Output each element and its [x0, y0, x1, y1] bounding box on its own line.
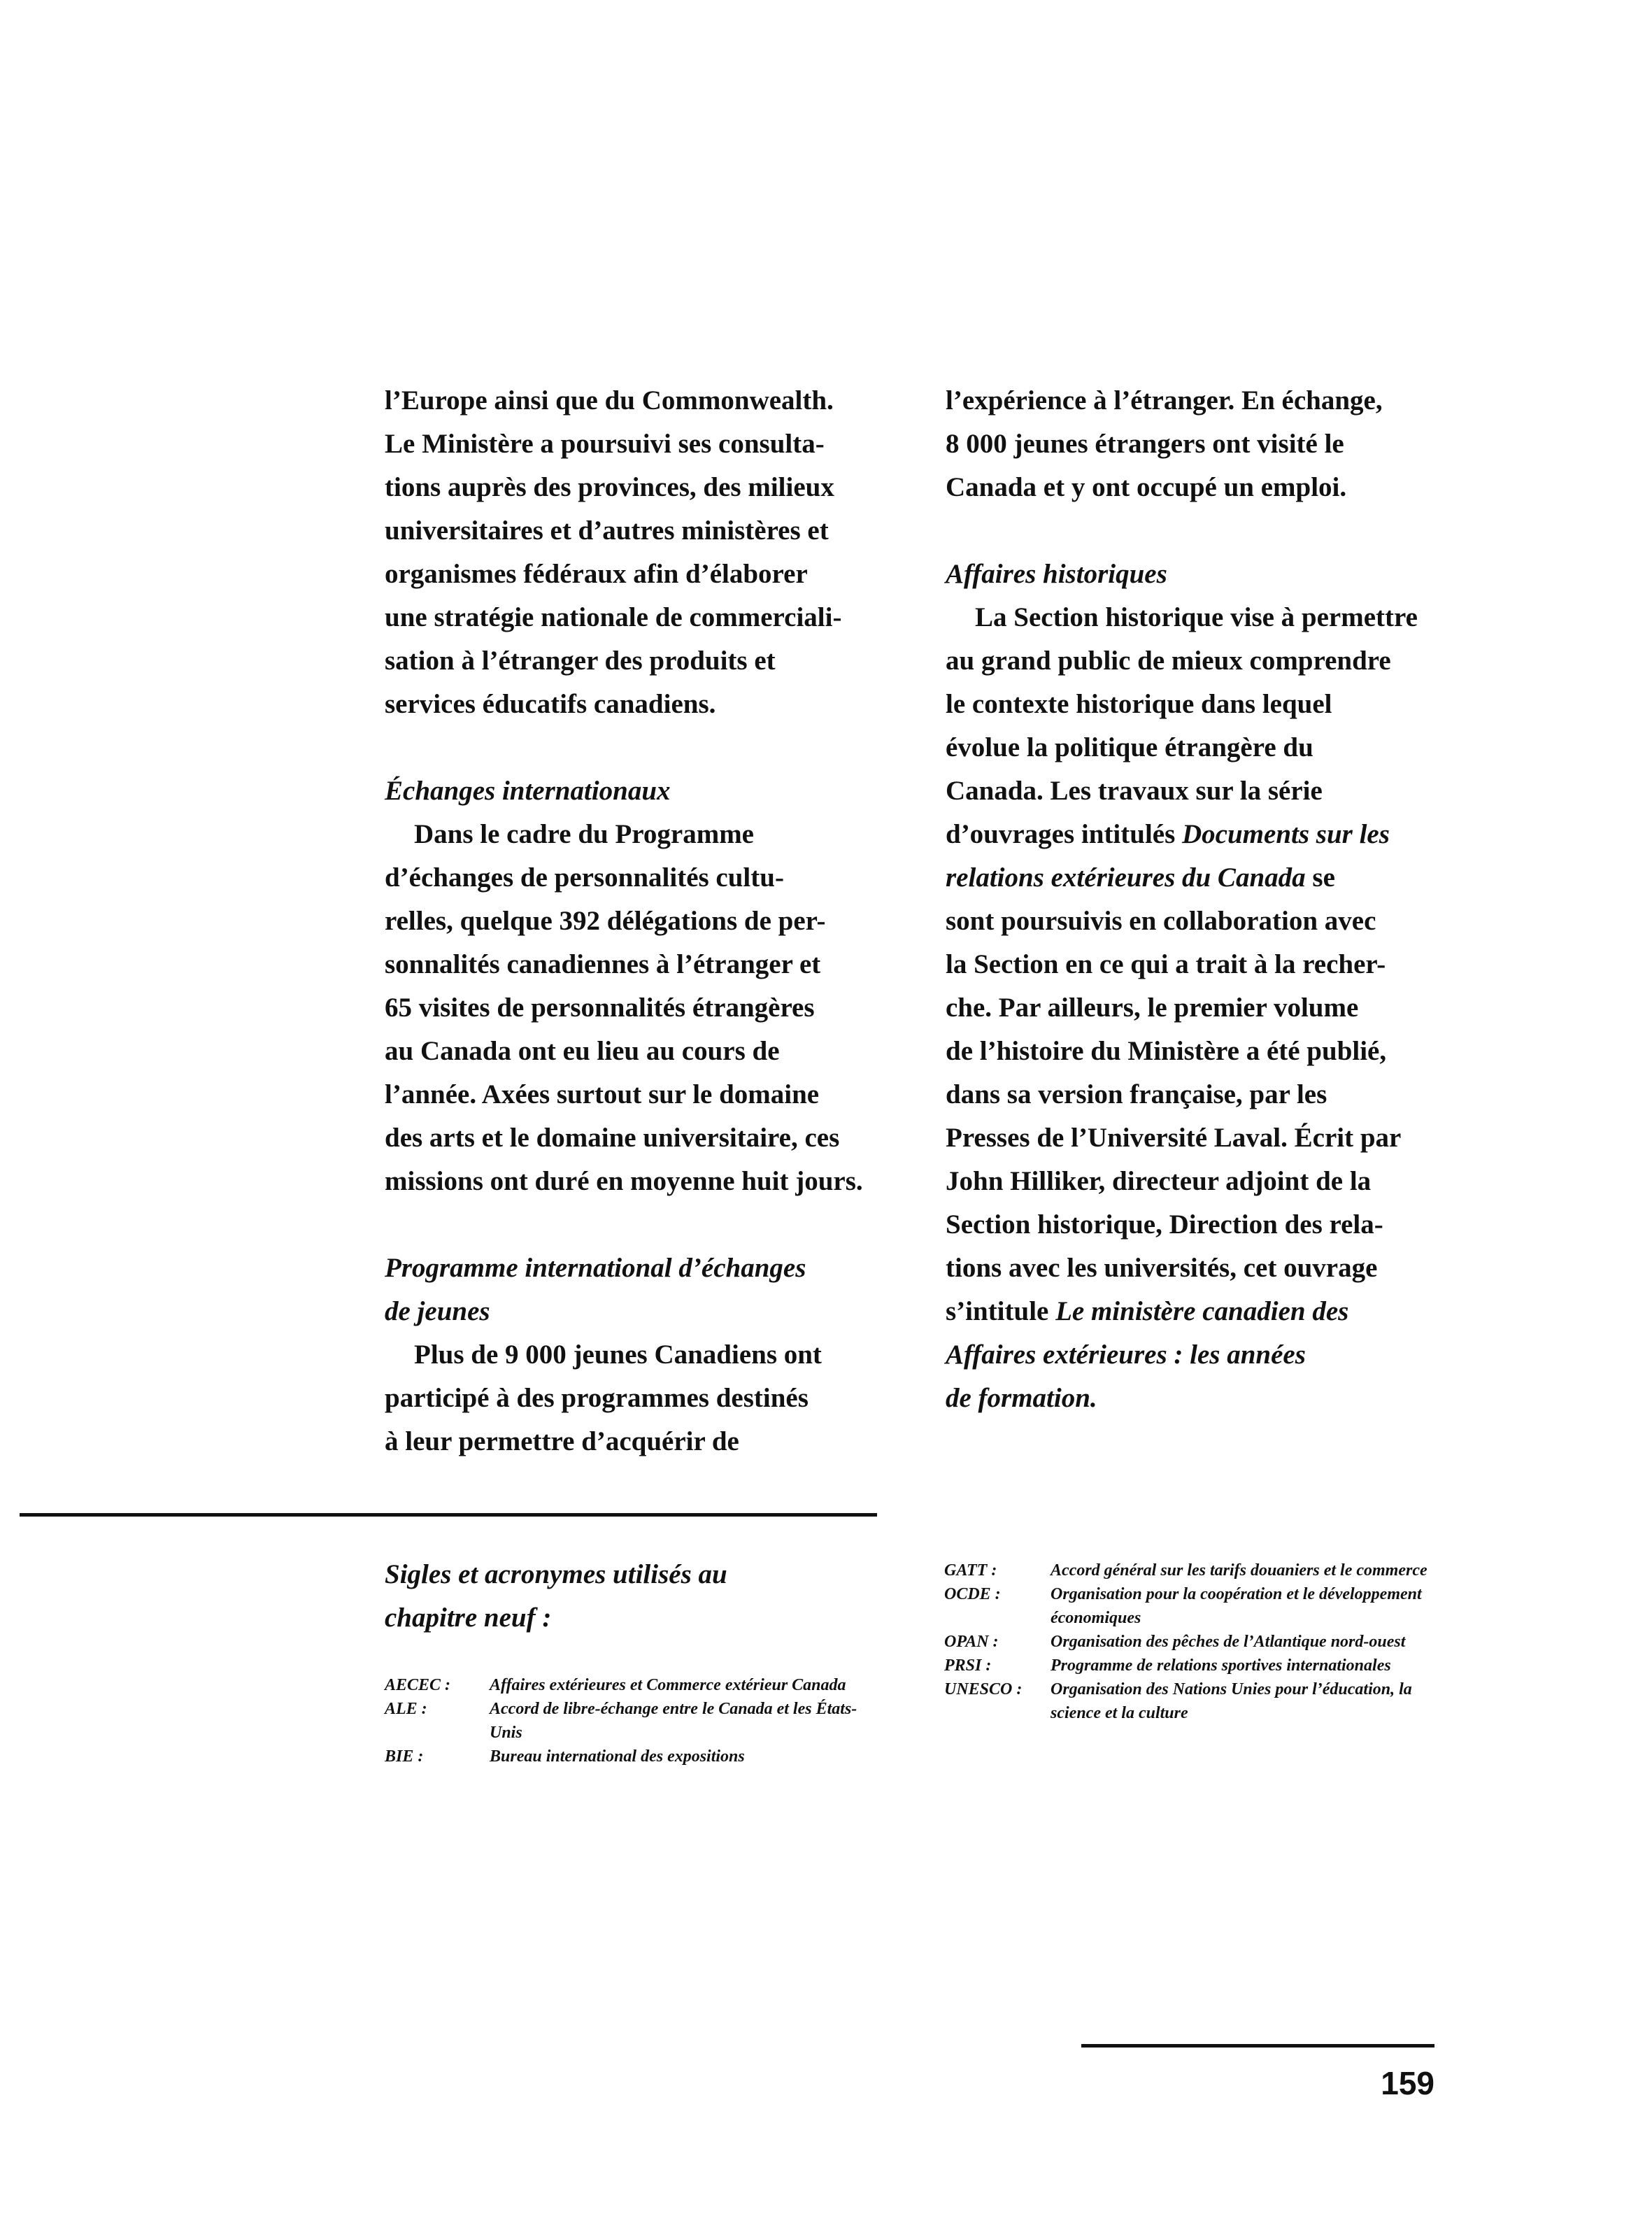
text-line: [946, 1290, 1477, 1333]
glossary-abbreviation: GATT :: [944, 1561, 997, 1580]
glossary-definition: Organisation pour la coopération et le développement économiques: [1051, 1585, 1422, 1627]
glossary-title-line: Sigles et acronymes utilisés au: [385, 1559, 727, 1589]
text-line: organismes fédéraux afin d’élaborer: [385, 559, 808, 589]
footnote-divider: [20, 1513, 877, 1517]
text-line: Dans le cadre du Programme: [414, 819, 754, 849]
text-line: Le Ministère a poursuivi ses consulta-: [385, 429, 825, 459]
heading-echanges-internationaux: Échanges internationaux: [385, 776, 671, 806]
glossary-title: [385, 1553, 888, 1640]
glossary-entry: [385, 1673, 874, 1697]
heading-affaires-historiques: Affaires historiques: [946, 559, 1167, 589]
paragraph-experience-etranger: [946, 379, 1477, 509]
glossary-definition: Programme de relations sportives internationales: [1051, 1656, 1391, 1675]
text-line: La Section historique vise à permettre: [975, 602, 1418, 632]
text-line: Presses de l’Université Laval. Écrit par: [946, 1123, 1402, 1153]
text-line: che. Par ailleurs, le premier volume: [946, 993, 1359, 1023]
glossary-entry: [944, 1677, 1448, 1725]
text-line: [946, 1377, 1477, 1420]
text-line: des arts et le domaine universitaire, ces: [385, 1123, 840, 1153]
glossary-definition: Affaires extérieures et Commerce extérieur Canada: [490, 1676, 846, 1694]
text-line: [946, 1333, 1477, 1377]
work-title-italic: Affaires extérieures : les années: [946, 1340, 1306, 1370]
left-column: [385, 379, 888, 1463]
text-line: [946, 856, 1477, 900]
glossary-entry: [385, 1745, 874, 1768]
text-line: Plus de 9 000 jeunes Canadiens ont: [414, 1340, 822, 1370]
heading-programme-jeunes-cont: de jeunes: [385, 1296, 490, 1326]
text-run: se: [1305, 863, 1335, 893]
glossary-abbreviation: BIE :: [385, 1747, 424, 1766]
text-line: [946, 813, 1477, 856]
text-line: Canada. Les travaux sur la série: [946, 776, 1323, 806]
glossary-definition: Organisation des pêches de l’Atlantique nord-ouest: [1051, 1633, 1406, 1651]
paragraph-programme-jeunes: [385, 1333, 888, 1463]
text-line: tions auprès des provinces, des milieux: [385, 472, 834, 502]
glossary-abbreviation: ALE :: [385, 1700, 427, 1718]
glossary-abbreviation: OCDE :: [944, 1585, 1001, 1603]
text-line: John Hilliker, directeur adjoint de la: [946, 1166, 1372, 1196]
text-line: au grand public de mieux comprendre: [946, 646, 1391, 676]
text-line: d’échanges de personnalités cultu-: [385, 863, 784, 893]
text-line: tions avec les universités, cet ouvrage: [946, 1253, 1378, 1283]
text-run: d’ouvrages intitulés: [946, 819, 1183, 849]
text-line: 8 000 jeunes étrangers ont visité le: [946, 429, 1344, 459]
text-line: universitaires et d’autres ministères et: [385, 516, 829, 546]
text-line: sont poursuivis en collaboration avec: [946, 906, 1376, 936]
paragraph-commerce-education: [385, 379, 888, 726]
glossary-entry: [944, 1654, 1448, 1677]
glossary-abbreviation: OPAN :: [944, 1633, 999, 1651]
glossary-definition: Accord de libre-échange entre le Canada et les États-Unis: [490, 1700, 857, 1742]
work-title-italic: relations extérieures du Canada: [946, 863, 1306, 893]
glossary-entry: [944, 1630, 1448, 1654]
text-line: à leur permettre d’acquérir de: [385, 1426, 739, 1456]
text-line: l’expérience à l’étranger. En échange,: [946, 385, 1383, 416]
text-line: le contexte historique dans lequel: [946, 689, 1332, 719]
text-line: 65 visites de personnalités étrangères: [385, 993, 815, 1023]
glossary-abbreviation: UNESCO :: [944, 1680, 1023, 1698]
glossary-definition: Accord général sur les tarifs douaniers et le commerce: [1051, 1561, 1427, 1580]
glossary-abbreviation: PRSI :: [944, 1656, 992, 1675]
text-line: dans sa version française, par les: [946, 1079, 1327, 1109]
text-line: sonnalités canadiennes à l’étranger et: [385, 949, 821, 979]
text-line: la Section en ce qui a trait à la recher-: [946, 949, 1386, 979]
text-line: au Canada ont eu lieu au cours de: [385, 1036, 780, 1066]
page-number-rule: [1081, 2044, 1434, 2048]
glossary-right: [944, 1559, 1448, 1725]
text-line: l’année. Axées surtout sur le domaine: [385, 1079, 820, 1109]
text-line: sation à l’étranger des produits et: [385, 646, 776, 676]
glossary-definition: Bureau international des expositions: [490, 1747, 745, 1766]
page-number: 159: [1381, 2065, 1434, 2101]
work-title-italic: Le ministère canadien des: [1055, 1296, 1349, 1326]
glossary-entry: [944, 1582, 1448, 1630]
text-line: services éducatifs canadiens.: [385, 689, 716, 719]
paragraph-affaires-historiques: [946, 596, 1477, 1420]
text-line: une stratégie nationale de commerciali-: [385, 602, 842, 632]
text-line: participé à des programmes destinés: [385, 1383, 809, 1413]
text-line: évolue la politique étrangère du: [946, 732, 1313, 762]
work-title-italic: de formation.: [946, 1383, 1097, 1413]
text-line: l’Europe ainsi que du Commonwealth.: [385, 385, 834, 416]
text-line: de l’histoire du Ministère a été publié,: [946, 1036, 1387, 1066]
text-line: Canada et y ont occupé un emploi.: [946, 472, 1347, 502]
right-column: [946, 379, 1477, 1420]
glossary-left: [385, 1673, 874, 1768]
glossary-entry: [385, 1697, 874, 1745]
text-line: relles, quelque 392 délégations de per-: [385, 906, 826, 936]
heading-programme-jeunes: Programme international d’échanges: [385, 1253, 806, 1283]
glossary-entry: [944, 1559, 1448, 1582]
glossary-title-line: chapitre neuf :: [385, 1603, 552, 1633]
text-line: Section historique, Direction des rela-: [946, 1209, 1383, 1240]
text-line: missions ont duré en moyenne huit jours.: [385, 1166, 863, 1196]
work-title-italic: Documents sur les: [1182, 819, 1390, 849]
text-run: s’intitule: [946, 1296, 1056, 1326]
glossary-definition: Organisation des Nations Unies pour l’éducation, la science et la culture: [1051, 1680, 1412, 1722]
glossary-abbreviation: AECEC :: [385, 1676, 451, 1694]
paragraph-echanges-internationaux: [385, 813, 888, 1203]
